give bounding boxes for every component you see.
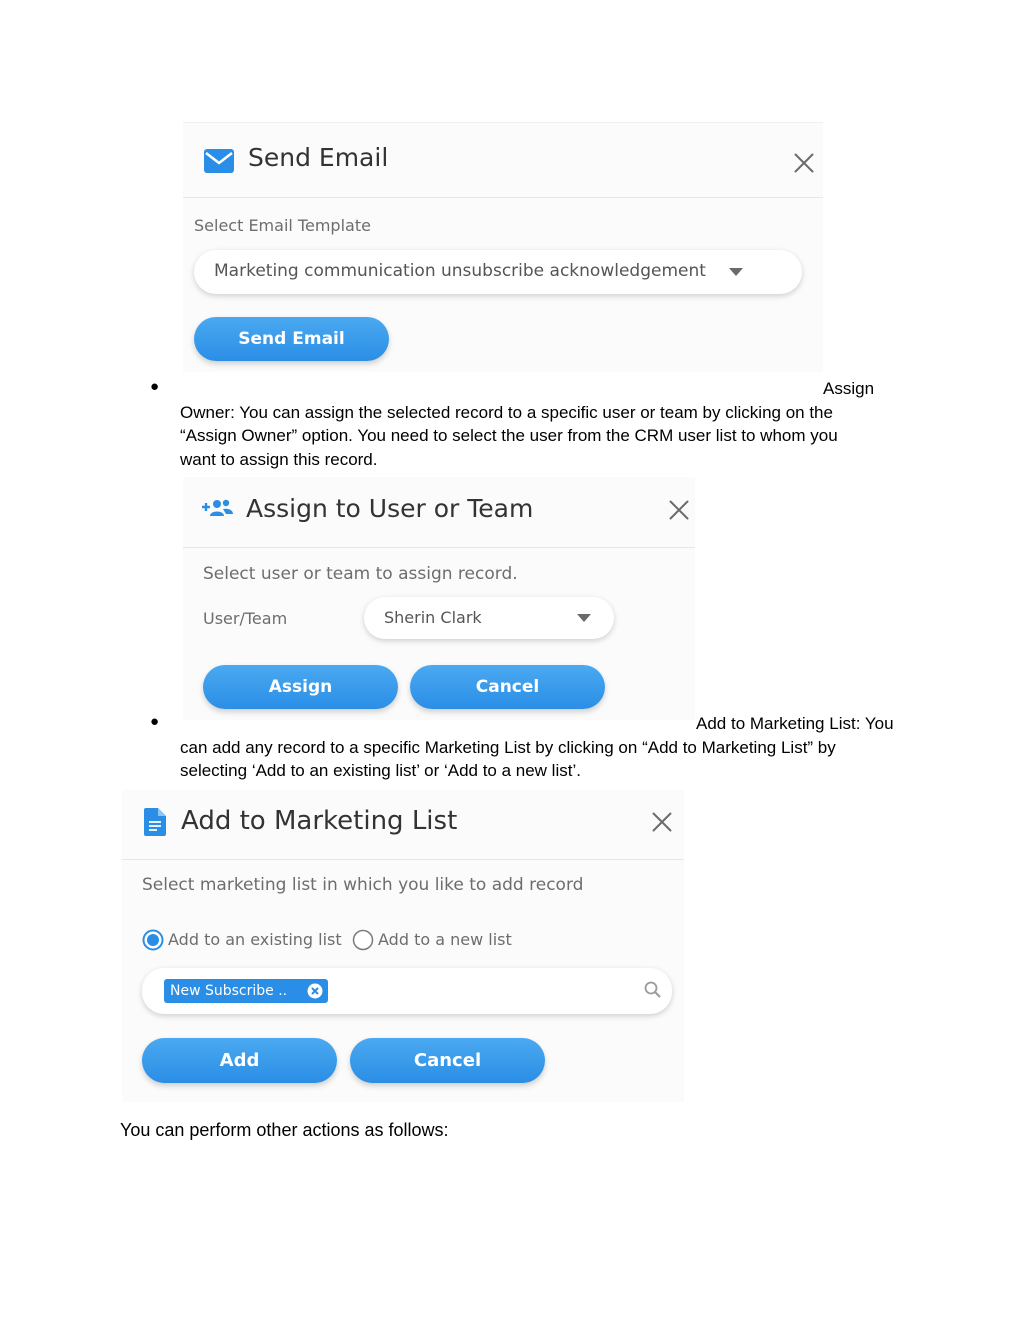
bullet: ●	[150, 378, 160, 395]
cancel-button[interactable]: Cancel	[350, 1038, 545, 1083]
search-icon[interactable]	[644, 981, 662, 1003]
paragraph-line: want to assign this record.	[180, 450, 378, 469]
close-icon[interactable]	[647, 807, 677, 837]
send-email-button[interactable]: Send Email	[194, 317, 389, 361]
chevron-down-icon	[577, 614, 591, 622]
close-icon[interactable]	[664, 495, 694, 525]
add-button[interactable]: Add	[142, 1038, 337, 1083]
paragraph-line: selecting ‘Add to an existing list’ or ‘Add to a new list’.	[180, 761, 581, 780]
select-value: Sherin Clark	[384, 608, 482, 627]
cancel-button[interactable]: Cancel	[410, 665, 605, 709]
dialog-title: Send Email	[248, 143, 389, 172]
footer-paragraph: You can perform other actions as follows:	[120, 1120, 449, 1140]
radio-selected-icon	[142, 929, 164, 956]
paragraph-line: can add any record to a specific Marketing List by clicking on “Add to Marketing List” by	[180, 738, 836, 757]
radio-unselected-icon	[352, 929, 374, 956]
dialog-title: Assign to User or Team	[246, 494, 534, 523]
dialog-title: Add to Marketing List	[181, 806, 458, 836]
radio-label: Add to an existing list	[168, 930, 342, 949]
radio-label: Add to a new list	[378, 930, 512, 949]
user-team-select[interactable]	[364, 597, 614, 639]
field-label: User/Team	[203, 609, 288, 628]
marketing-list-search-input[interactable]	[142, 968, 672, 1014]
add-group-icon	[202, 497, 234, 524]
chevron-down-icon	[729, 268, 743, 276]
instruction-text: Select user or team to assign record.	[203, 564, 518, 584]
selected-list-chip[interactable]	[164, 979, 328, 1003]
paragraph-line: “Assign Owner” option. You need to select the user from the CRM user list to whom you	[180, 426, 838, 445]
assign-button[interactable]: Assign	[203, 665, 398, 709]
chip-label: New Subscribe ..	[170, 983, 288, 999]
select-value: Marketing communication unsubscribe acknowledgement	[214, 261, 706, 281]
bullet: ●	[150, 713, 160, 730]
paragraph-line: Add to Marketing List: You	[696, 714, 894, 733]
paragraph-line: Owner: You can assign the selected record to a specific user or team by clicking on the	[180, 403, 833, 422]
remove-chip-icon[interactable]	[307, 983, 323, 1003]
email-template-select[interactable]	[194, 250, 802, 294]
template-label: Select Email Template	[194, 216, 371, 235]
assign-dialog	[183, 477, 695, 720]
paragraph-line: Assign	[823, 379, 875, 398]
send-email-dialog	[183, 122, 823, 372]
document-icon	[143, 807, 167, 842]
close-icon[interactable]	[789, 148, 819, 178]
marketing-list-dialog	[122, 790, 684, 1102]
instruction-text: Select marketing list in which you like to add record	[142, 875, 584, 895]
envelope-icon	[203, 148, 235, 179]
